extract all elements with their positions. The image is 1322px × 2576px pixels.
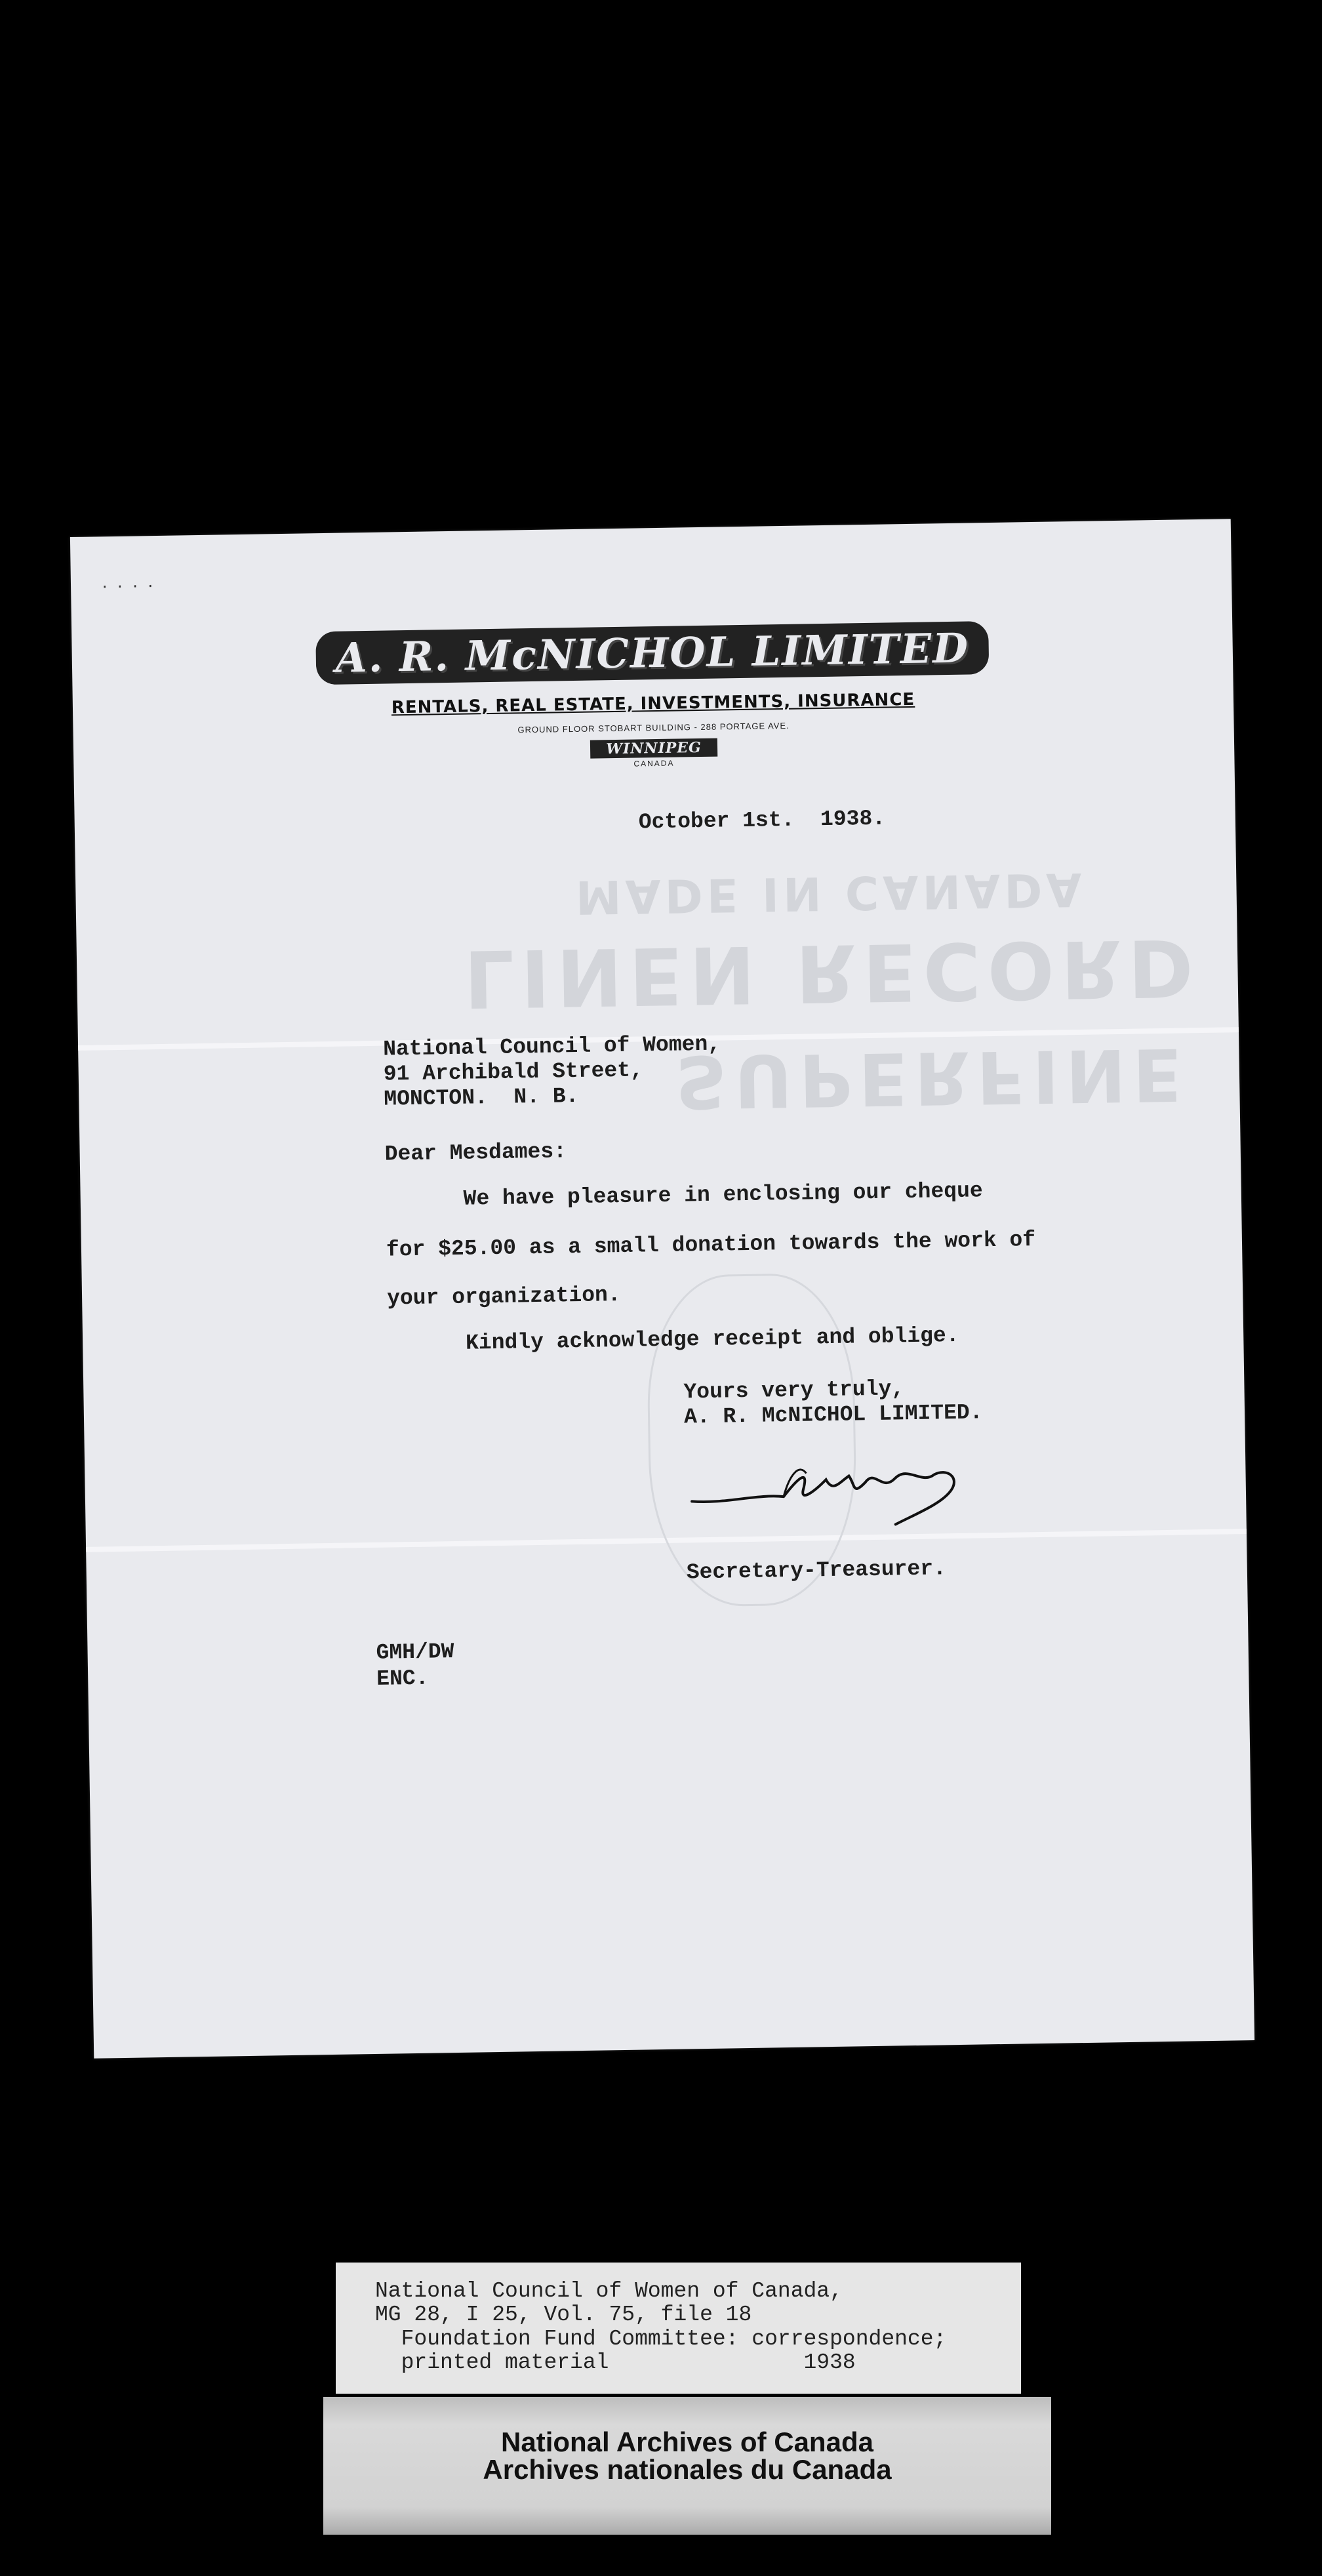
catalog-line: National Council of Women of Canada, — [375, 2279, 843, 2303]
recipient-line-2: 91 Archibald Street, — [383, 1058, 644, 1087]
body-line-2: for $25.00 as a small donation towards the work of — [386, 1228, 1036, 1262]
catalog-card — [336, 2263, 1021, 2394]
paper-watermark: MADE IN CANADA LINEN RECORD SUPERFINE — [463, 862, 1201, 1124]
letter-page — [70, 519, 1254, 2059]
archives-name-en: National Archives of Canada — [501, 2426, 873, 2457]
body-line-4: Kindly acknowledge receipt and oblige. — [387, 1323, 959, 1357]
body-line-1: We have pleasure in enclosing our cheque — [385, 1178, 983, 1213]
letterhead-address: GROUND FLOOR STOBART BUILDING - 288 PORTAGE AVE. — [517, 720, 790, 735]
salutation: Dear Mesdames: — [384, 1139, 567, 1167]
archives-label — [323, 2397, 1051, 2535]
handwritten-signature — [685, 1451, 968, 1541]
signatory-title: Secretary-Treasurer. — [686, 1556, 947, 1585]
closing-company: A. R. McNICHOL LIMITED. — [683, 1400, 983, 1430]
closing: Yours very truly, — [683, 1377, 905, 1405]
letterhead-country: CANADA — [633, 758, 675, 769]
letterhead-city: WINNIPEG — [590, 738, 717, 759]
catalog-line: MG 28, I 25, Vol. 75, file 18 — [375, 2303, 752, 2327]
recipient-line-1: National Council of Women, — [382, 1032, 721, 1062]
catalog-line: printed material 1938 — [375, 2350, 856, 2375]
archives-name-fr: Archives nationales du Canada — [483, 2454, 892, 2485]
typist-initials: GMH/DW — [376, 1640, 454, 1665]
letterhead — [71, 617, 1234, 777]
letter-date: October 1st. 1938. — [638, 806, 886, 835]
company-logo: A. R. McNICHOL LIMITED — [315, 621, 990, 685]
watermark-seal — [646, 1272, 858, 1607]
recipient-line-3: MONCTON. N. B. — [384, 1083, 579, 1112]
body-line-3: your organization. — [386, 1282, 621, 1311]
letterhead-tagline: RENTALS, REAL ESTATE, INVESTMENTS, INSURANCE — [391, 689, 915, 718]
catalog-line: Foundation Fund Committee: correspondence; — [375, 2326, 947, 2351]
enclosure-note: ENC. — [376, 1666, 429, 1691]
margin-dots: .... — [100, 574, 162, 593]
